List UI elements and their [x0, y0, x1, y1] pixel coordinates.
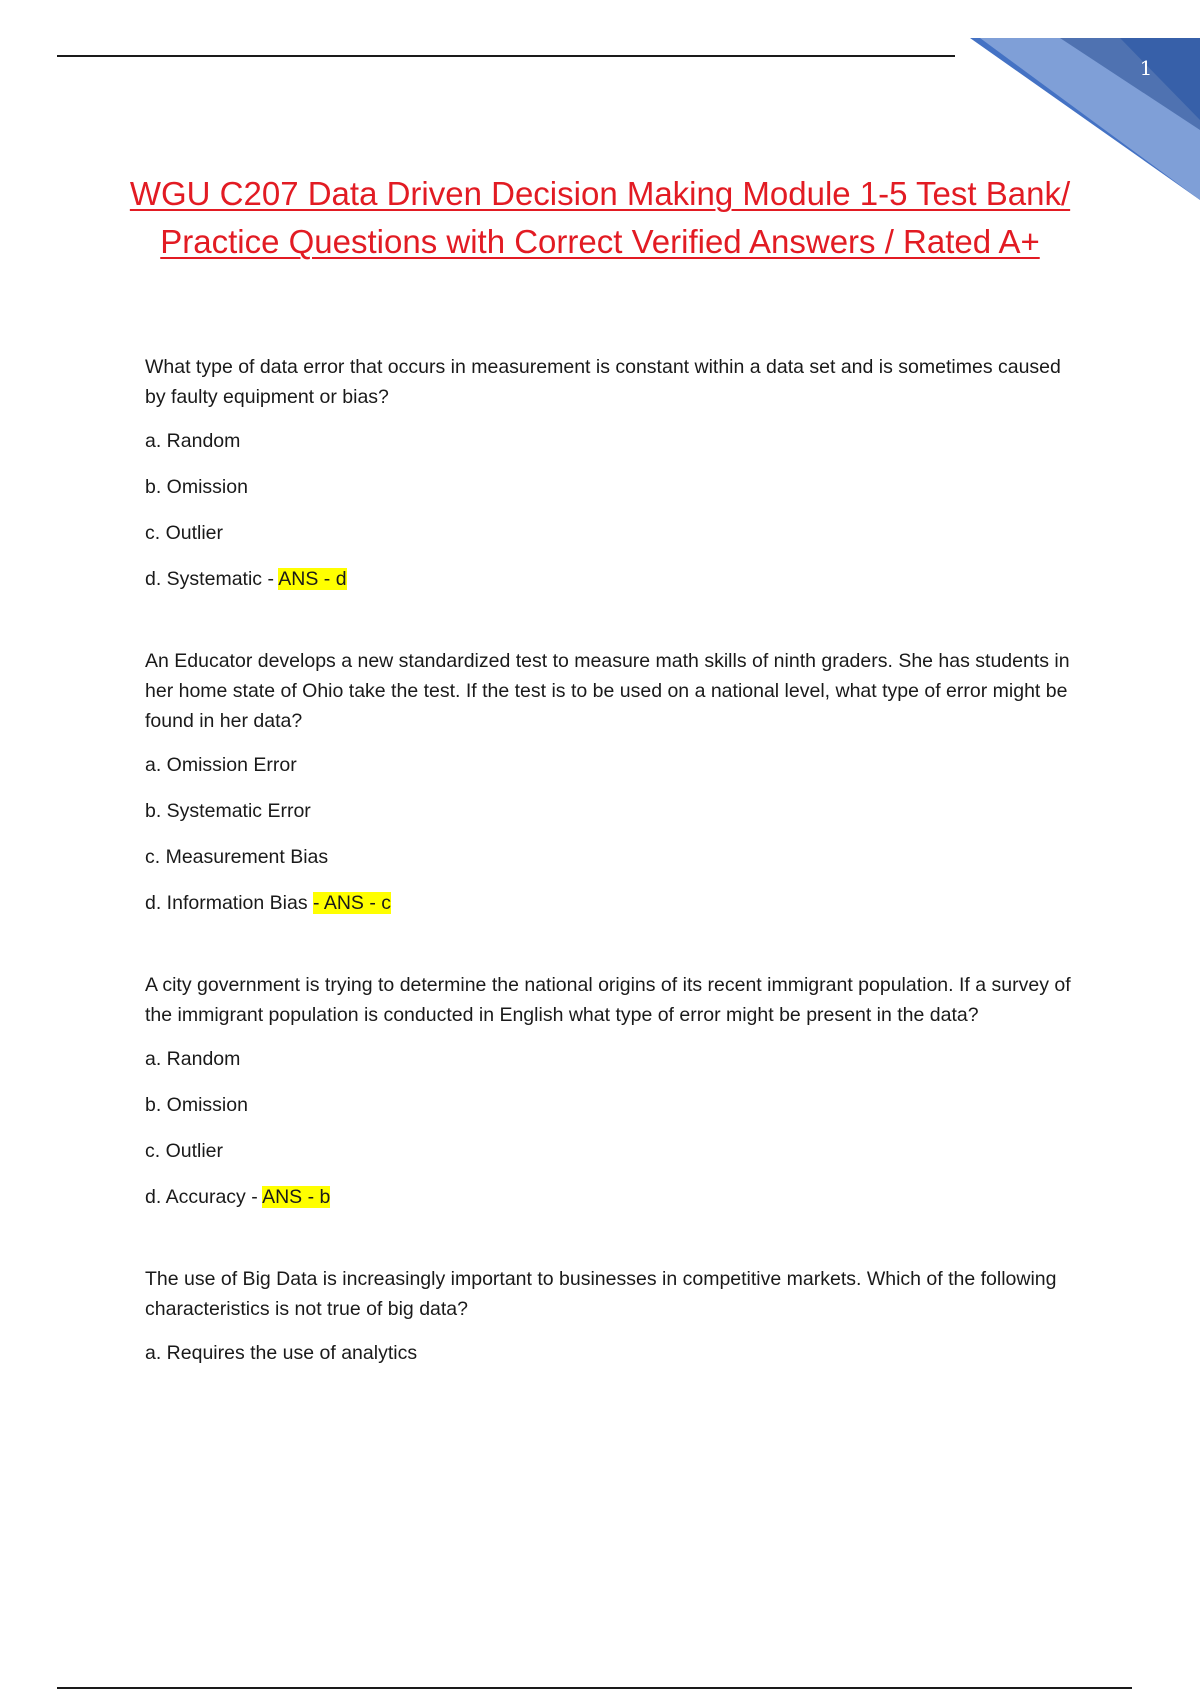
option-a: a. Requires the use of analytics [145, 1342, 418, 1364]
option-c: c. Outlier [145, 1140, 224, 1162]
question-4 [145, 1264, 1085, 1368]
answer-highlight: ANS - b [262, 1186, 331, 1208]
option-d-label: d. Information Bias [145, 892, 313, 914]
option-b: b. Omission [145, 476, 248, 498]
option-d-label: d. Accuracy - [145, 1186, 263, 1208]
answer-highlight: - ANS - c [313, 892, 392, 914]
question-list [145, 352, 1085, 1420]
option-c: c. Measurement Bias [145, 846, 329, 868]
title-line-2: Practice Questions with Correct Verified Answers / Rated A+ [160, 223, 1040, 260]
option-c: c. Outlier [145, 522, 224, 544]
question-1 [145, 352, 1085, 594]
question-text: What type of data error that occurs in measurement is constant within a data set and is sometimes caused by faulty equipment or bias? [145, 356, 1061, 408]
question-text: An Educator develops a new standardized test to measure math skills of ninth graders. She has students in her home state of Ohio take the test. If the test is to be used on a national level, what type of error might be found in her data? [145, 650, 1070, 732]
option-d [145, 564, 1085, 594]
answer-highlight: ANS - d [278, 568, 347, 590]
question-2 [145, 646, 1085, 918]
question-text: A city government is trying to determine the national origins of its recent immigrant population. If a survey of the immigrant population is conducted in English what type of error might be present in the data? [145, 974, 1071, 1026]
title-line-1: WGU C207 Data Driven Decision Making Module 1-5 Test Bank/ [129, 175, 1071, 212]
option-b: b. Systematic Error [145, 800, 311, 822]
question-3 [145, 970, 1085, 1212]
option-b: b. Omission [145, 1094, 248, 1116]
header-rule [57, 55, 955, 57]
question-text: The use of Big Data is increasingly important to businesses in competitive markets. Which of the following characteristics is not true of big data? [145, 1268, 1057, 1320]
option-d [145, 1182, 1085, 1212]
option-a: a. Omission Error [145, 754, 297, 776]
document-title [100, 170, 1100, 266]
option-a: a. Random [145, 1048, 241, 1070]
option-a: a. Random [145, 430, 241, 452]
option-d-label: d. Systematic - [145, 568, 279, 590]
page-number: 1 [1139, 56, 1153, 80]
footer-rule [57, 1687, 1132, 1689]
option-d [145, 888, 1085, 918]
